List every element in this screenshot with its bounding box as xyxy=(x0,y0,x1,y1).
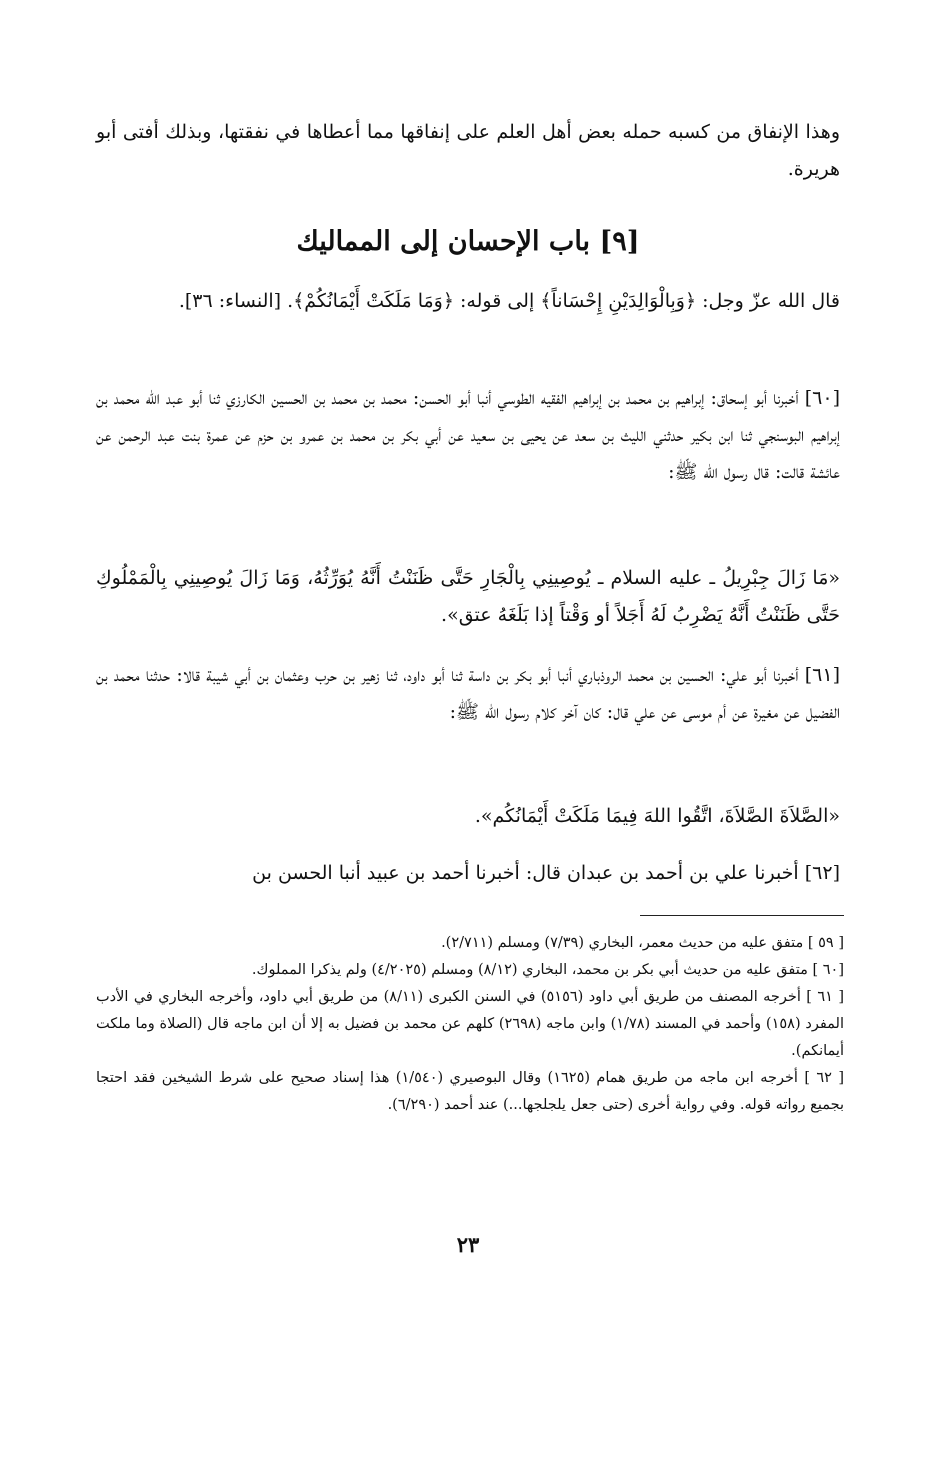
chapter-title: [٩] باب الإحسان إلى المماليك xyxy=(296,226,640,257)
hadith-60-matn: «مَا زَالَ جِبْرِيلُ ـ عليه السلام ـ يُوصِينِي بِالْجَارِ حَتَّى ظَنَنْتُ أَنَّهُ يُوَرِّثُهُ، وَمَا زَالَ يُوصِينِي بِالْمَمْلُوكِ حَتَّى ظَنَنْتُ أَنَّهُ يَضْرِبُ لَهُ أَجَلاً أو وَقْتاً إذا بَلَغَهُ عتق». xyxy=(96,567,840,626)
hadith-61-text xyxy=(96,798,856,835)
footnote-62: [ ٦٢ ] أخرجه ابن ماجه من طريق همام (١٦٢٥) وقال البوصيري (١/٥٤٠) هذا إسناد صحيح على شرط الشيخين فقد احتجا بجميع رواته قوله. وفي رواية أخرى (حتى جعل يلجلجها...) عند أحمد (٦/٢٩٠). xyxy=(96,1070,844,1113)
footnote-60: [٦٠ ] متفق عليه من حديث أبي بكر بن محمد، البخاري (٨/١٢) ومسلم (٤/٢٠٢٥) ولم يذكرا المملوك. xyxy=(251,962,844,978)
intro-text: وهذا الإنفاق من كسبه حمله بعض أهل العلم على إنفاقها مما أعطاها في نفقتها، وبذلك أفتى أبو هريرة. xyxy=(96,121,840,180)
hadith-61-isnad: [٦١] أخبرنا أبو علي: الحسين بن محمد الروذباري أنبا أبو بكر بن داسة ثنا أبو داود، ثنا زهير بن حرب وعثمان بن أبي شيبة قالا: حدثنا محمد بن الفضيل عن مغيرة عن أم موسى عن علي قال: كان آخر كلام رسول الله ﷺ: xyxy=(96,664,840,723)
verse-text: قال الله عزّ وجل: ﴿وَبِالْوَالِدَيْنِ إِحْسَاناً﴾ إلى قوله: ﴿وَمَا مَلَكَتْ أَيْمَانُكُمْ﴾. [النساء: ٣٦]. xyxy=(178,290,840,312)
hadith-62-isnad: [٦٢] أخبرنا علي بن أحمد بن عبدان قال: أخبرنا أحمد بن عبيد أنبا الحسن بن xyxy=(252,862,840,884)
hadith-60-chain xyxy=(96,380,840,491)
chapter-verse xyxy=(96,283,840,320)
page-number: ٢٣ xyxy=(456,1232,480,1257)
footnote-59: [ ٥٩ ] متفق عليه من حديث معمر، البخاري (٧/٣٩) ومسلم (٢/٧١١). xyxy=(441,935,844,951)
intro-paragraph xyxy=(96,114,840,188)
hadith-60-isnad: [٦٠] أخبرنا أبو إسحاق: إبراهيم بن محمد بن إبراهيم الفقيه الطوسي أنبا أبو الحسن: محمد بن محمد بن الحسين الكارزي ثنا أبو عبد الله محمد بن إبراهيم البوسنجي ثنا ابن بكير حدثني الليث بن سعد عن يحيى بن سعيد عن أبي بكر بن محمد بن عمرو بن حزم عن عمرة بنت عبد الرحمن عن عائشة قالت: قال رسول الله ﷺ: xyxy=(96,387,840,483)
footnotes xyxy=(96,930,844,1119)
hadith-60-text xyxy=(96,560,856,634)
hadith-61-matn: «الصَّلاَةَ الصَّلاَةَ، اتَّقُوا اللهَ فِيمَا مَلَكَتْ أَيْمَانُكُم». xyxy=(474,805,840,827)
footnote-divider xyxy=(640,915,844,916)
hadith-61-chain xyxy=(96,657,840,731)
hadith-62-chain xyxy=(96,855,840,892)
footnote-61: [ ٦١ ] أخرجه المصنف من طريق أبي داود (٥١٥٦) في السنن الكبرى (٨/١١) من طريق أبي داود، وأخرجه البخاري في الأدب المفرد (١٥٨) وأحمد في المسند (١/٧٨) وابن ماجه (٢٦٩٨) كلهم عن محمد بن فضيل به إلا أن ابن ماجه قال (الصلاة وما ملكت أيمانكم). xyxy=(96,989,844,1059)
